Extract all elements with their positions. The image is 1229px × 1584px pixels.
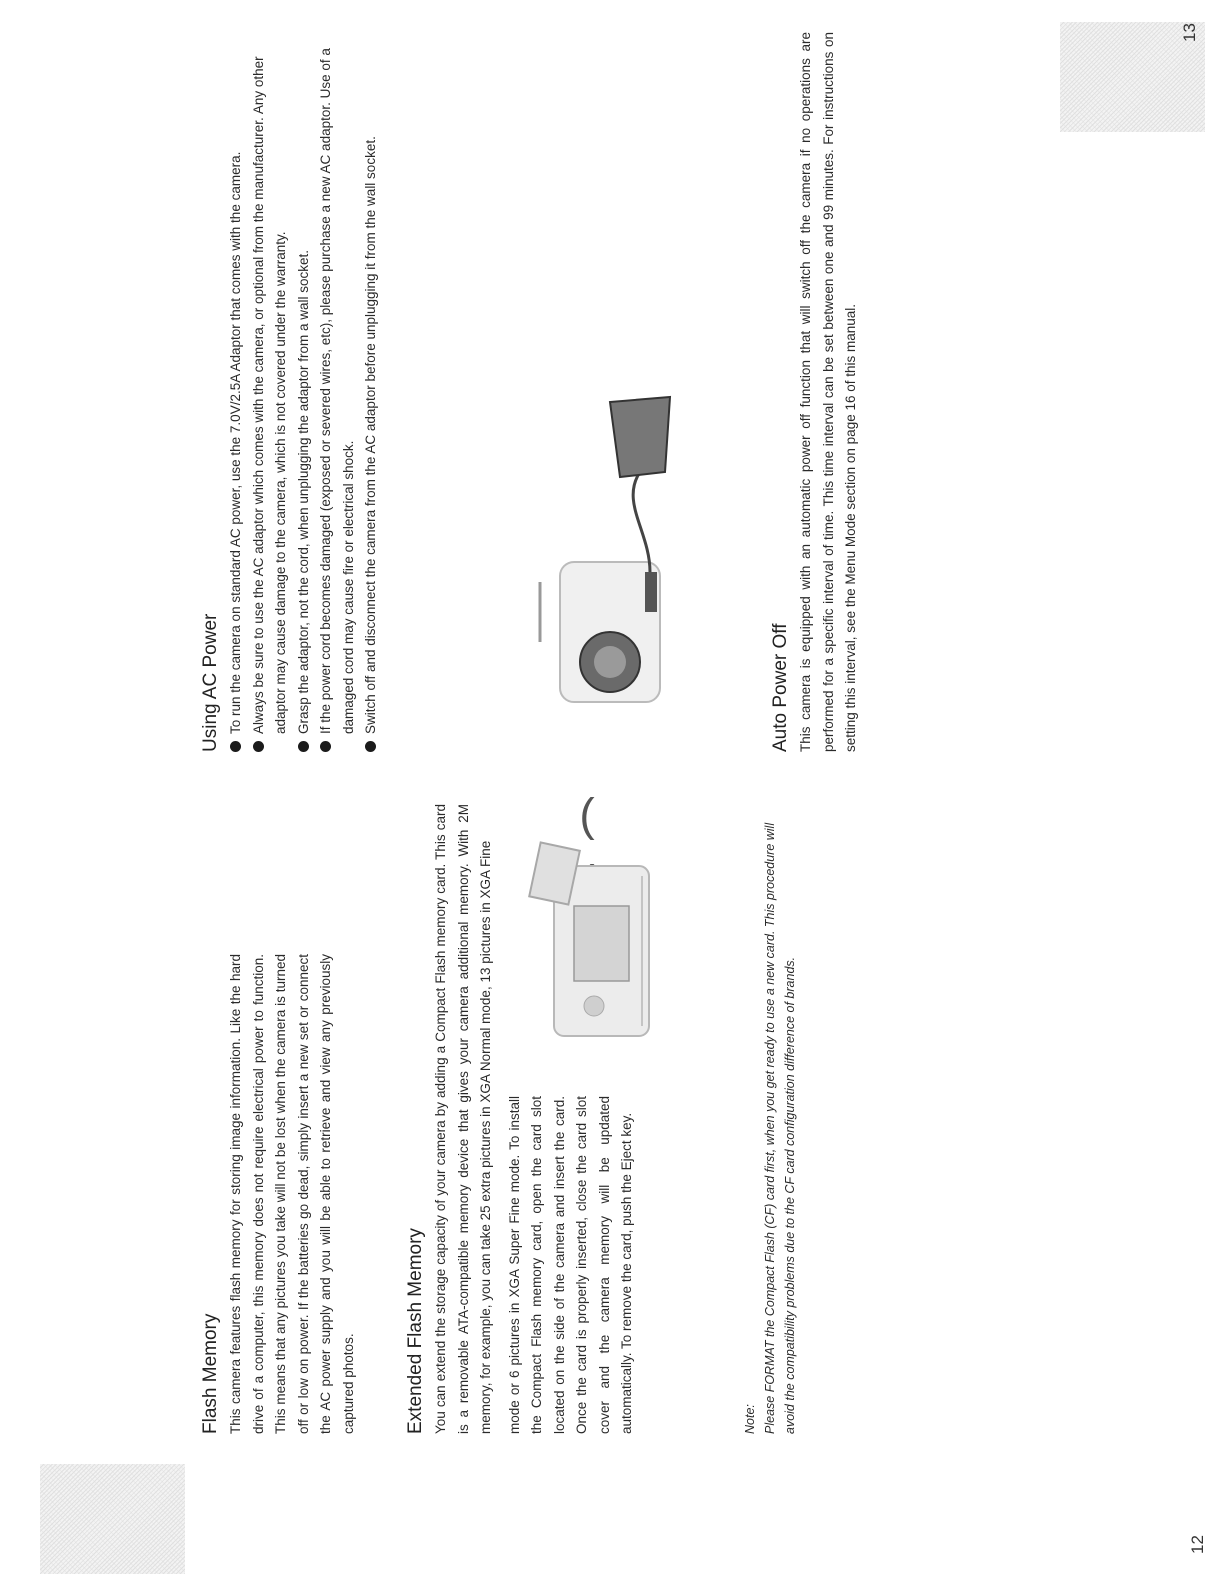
ac-power-list [225,42,383,752]
bullet-icon [298,741,309,752]
extended-flash-memory-continued: mode or 6 pictures in XGA Super Fine mode. To install the Compact Flash memory card, open the card slot located on the side of the camera and insert the card. Once the card is properly inserted, close the card slot cover and the camera memory will be updated automatically. To remove the card, push the Eject key. [506,1096,634,1434]
list-item: Switch off and disconnect the camera from the AC adaptor before unplugging it from the wall socket. [360,42,383,752]
list-item: If the power cord becomes damaged (exposed or severed wires, etc), please purchase a new AC adaptor. Use of a damaged cord may cause fire or electrical shock. [315,42,360,752]
auto-power-off-heading: Auto Power Off [770,623,791,752]
extended-flash-memory-heading: Extended Flash Memory [405,1228,426,1434]
corner-texture [40,1464,185,1574]
bullet-icon [365,741,376,752]
extended-flash-memory-section [405,804,664,1434]
list-item: Grasp the adaptor, not the cord, when unplugging the adaptor from a wall socket. [293,42,316,752]
flash-memory-heading: Flash Memory [200,1313,221,1434]
note-text: Please FORMAT the Compact Flash (CF) card first, when you get ready to use a new card. This procedure will avoid the compatibility problems due to the CF card configuration difference of brands. [763,822,797,1434]
note-label: Note: [743,1404,757,1434]
bullet-icon [253,741,264,752]
list-item: Always be sure to use the AC adaptor which comes with the camera, or optional from the manufacturer. Any other adaptor may cause damage to the camera, which is not covered under the warranty. [248,42,293,752]
extended-flash-columns [504,804,664,1434]
page-number: 12 [1188,1535,1207,1554]
camera-cf-card-illustration-icon [524,826,664,1076]
camera-ac-adaptor-illustration-icon [500,372,720,732]
flash-memory-section [200,954,360,1434]
using-ac-power-section [200,42,383,752]
binding-mark: ( [579,788,595,841]
page-number: 13 [1180,23,1199,42]
extended-flash-memory-intro: You can extend the storage capacity of your camera by adding a Compact Flash memory card. This card is a removable ATA-compatible memory device that gives your camera additional memory. With 2M memory, for example, you can take 25 extra pictures in XGA Normal mode, 13 pictures in XGA Fine [433,804,493,1434]
flash-memory-body: This camera features flash memory for storing image information. Like the hard drive of a computer, this memory does not require electrical power to function. This means that any pictures you take will not be lost when the camera is turned off or low on power. If the batteries go dead, simply insert a new set or connect the AC power supply and you will be able to retrieve and view any previously captured photos. [228,954,356,1434]
note-block [740,814,800,1434]
list-item: To run the camera on standard AC power, use the 7.0V/2.5A Adaptor that comes with the camera. [225,42,248,752]
bullet-icon [230,741,241,752]
auto-power-off-body: This camera is equipped with an automatic power off function that will switch off the camera if no operations are performed for a specific interval of time. This time interval can be set between one and 99 minutes. For instructions on setting this interval, see the Menu Mode section on page 16 of this manual. [798,32,858,752]
using-ac-power-heading: Using AC Power [200,613,221,752]
bullet-icon [320,741,331,752]
auto-power-off-section [770,32,863,752]
page-12 [0,792,1229,1584]
